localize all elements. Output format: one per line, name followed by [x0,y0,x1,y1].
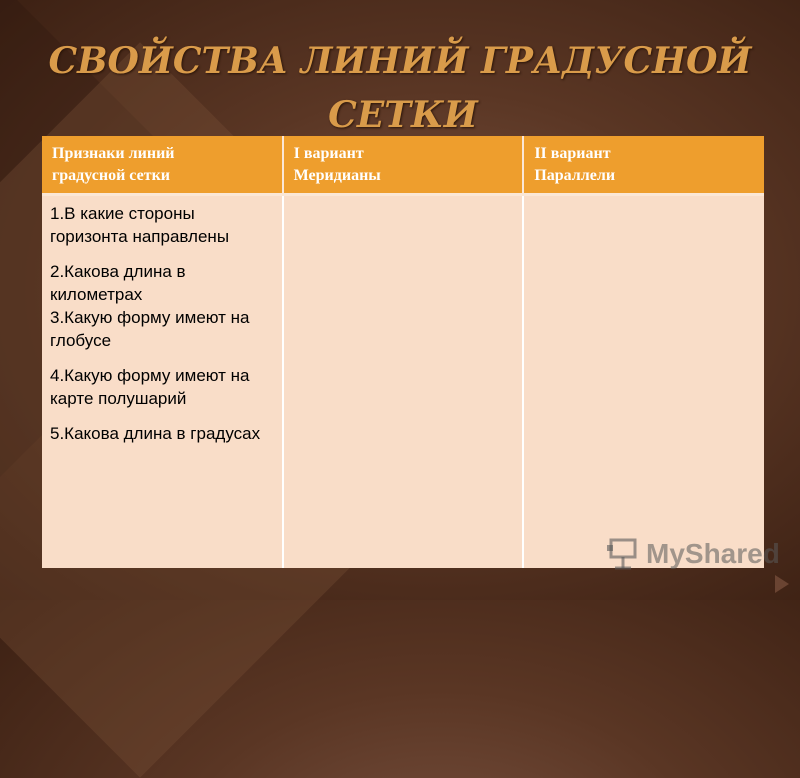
table-row [42,195,764,569]
slide-title-line1: СВОЙСТВА ЛИНИЙ ГРАДУСНОЙ [48,40,752,82]
table-header-cell [42,136,283,195]
table-header-cell [283,136,524,195]
header-text: Параллели [534,167,616,184]
presentation-board-icon [606,537,640,571]
header-text: Меридианы [293,167,381,184]
header-text: II вариант [534,145,611,162]
header-text: градусной сетки [52,167,170,184]
question-item: 1.В какие стороны горизонта направлены [50,204,230,246]
header-text: I вариант [293,145,364,162]
watermark-text: MyShared [646,538,780,569]
next-slide-arrow-icon[interactable] [775,575,789,593]
question-item: 4.Какую форму имеют на карте полушарий [50,366,250,408]
question-item: 3.Какую форму имеют на глобусе [50,308,250,350]
answer-cell-parallels[interactable] [523,195,764,569]
watermark-logo [606,537,780,571]
properties-table [42,136,764,568]
question-item: 5.Какова длина в градусах [50,424,261,443]
slide-title-line2: СЕТКИ [328,94,478,136]
table-header-row [42,136,764,195]
questions-cell [42,195,283,569]
answer-cell-meridians[interactable] [283,195,524,569]
table-header-cell [523,136,764,195]
header-text: Признаки линий [52,145,175,162]
question-item: 2.Какова длина в километрах [50,262,186,304]
slide-title [0,34,800,142]
